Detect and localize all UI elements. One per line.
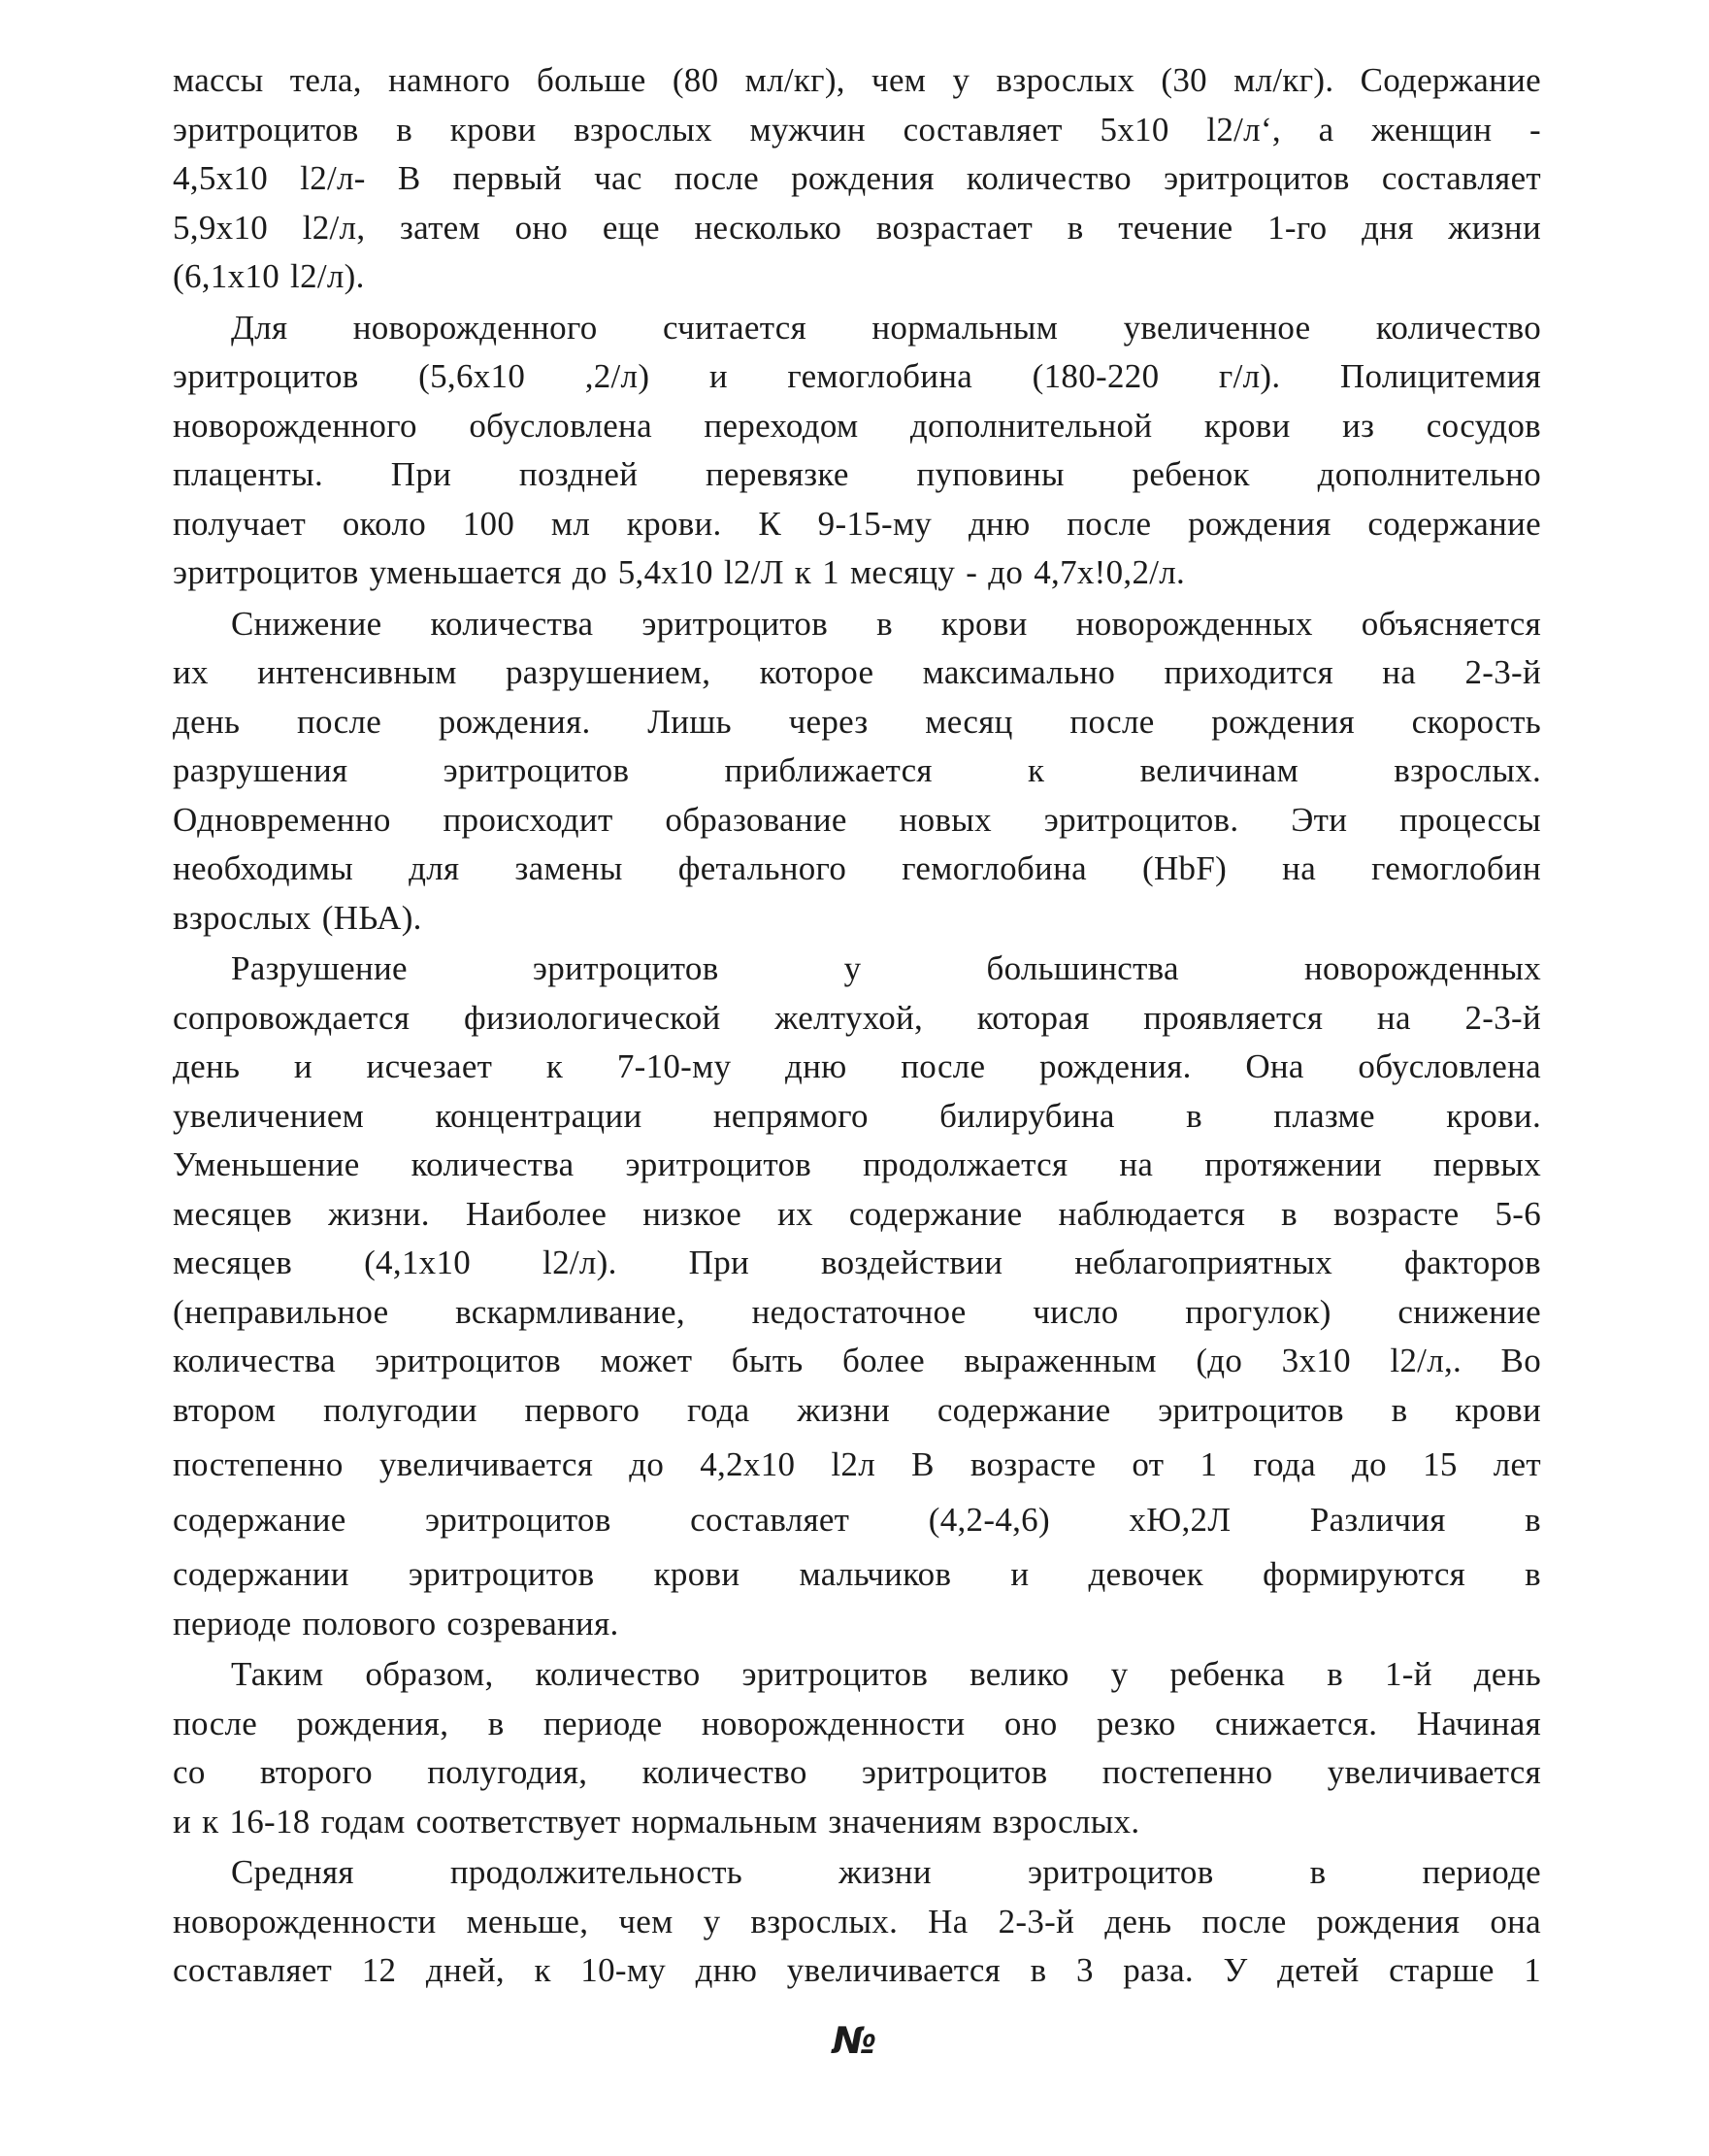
text-line: Одновременно происходит образование новых эритроцитов. Эти процессы xyxy=(173,800,1541,839)
text-line: день и исчезает к 7-10-му дню после рождения. Она обусловлена xyxy=(173,1047,1541,1085)
text-line: Уменьшение количества эритроцитов продолжается на протяжении первых xyxy=(173,1145,1541,1183)
text-line: новорожденного обусловлена переходом дополнительной крови из сосудов xyxy=(173,406,1541,445)
text-line: день после рождения. Лишь через месяц после рождения скорость xyxy=(173,702,1541,741)
text-line: втором полугодии первого года жизни содержание эритроцитов в крови xyxy=(173,1390,1541,1429)
text-line: взрослых (НЬА). xyxy=(173,898,422,937)
text-line: со второго полугодия, количество эритроцитов постепенно увеличивается xyxy=(173,1753,1541,1791)
text-line: Таким образом, количество эритроцитов велико у ребенка в 1-й день xyxy=(231,1655,1541,1693)
text-line: 5,9x10 l2/л, затем оно еще несколько возрастает в течение 1-го дня жизни xyxy=(173,208,1541,247)
text-line: Снижение количества эритроцитов в крови новорожденных объясняется xyxy=(231,604,1541,643)
text-line: месяцев жизни. Наиболее низкое их содержание наблюдается в возрасте 5-6 xyxy=(173,1194,1541,1233)
text-line: массы тела, намного больше (80 мл/кг), чем у взрослых (30 мл/кг). Содержание xyxy=(173,61,1541,99)
text-line: эритроцитов в крови взрослых мужчин составляет 5x10 l2/л‘, а женщин - xyxy=(173,110,1541,149)
text-line: количества эритроцитов может быть более выраженным (до 3x10 l2/л,. Во xyxy=(173,1342,1541,1379)
page-number: № xyxy=(832,2019,877,2062)
text-line: составляет 12 дней, к 10-му дню увеличивается в 3 раза. У детей старше 1 xyxy=(173,1951,1541,1989)
text-line: (6,1x10 l2/л). xyxy=(173,257,365,295)
text-line: постепенно увеличивается до 4,2x10 l2л В возрасте от 1 года до 15 лет xyxy=(173,1445,1541,1483)
text-line: месяцев (4,1x10 l2/л). При воздействии неблагоприятных факторов xyxy=(173,1244,1541,1281)
text-line: (неправильное вскармливание, недостаточное число прогулок) снижение xyxy=(173,1292,1541,1331)
text-line: новорожденности меньше, чем у взрослых. На 2-3-й день после рождения она xyxy=(173,1902,1541,1940)
text-line: 4,5x10 l2/л- В первый час после рождения количество эритроцитов составляет xyxy=(173,159,1541,197)
text-line: разрушения эритроцитов приближается к величинам взрослых. xyxy=(173,751,1541,789)
document-body xyxy=(173,56,1541,1996)
text-line: после рождения, в периоде новорожденности оно резко снижается. Начиная xyxy=(173,1704,1541,1742)
text-line: эритроцитов уменьшается до 5,4x10 l2/Л к 1 месяцу - до 4,7x!0,2/л. xyxy=(173,553,1186,591)
text-line: периоде полового созревания. xyxy=(173,1604,619,1642)
text-line: эритроцитов (5,6x10 ,2/л) и гемоглобина (180-220 г/л). Полицитемия xyxy=(173,357,1541,395)
text-line: увеличением концентрации непрямого билирубина в плазме крови. xyxy=(173,1096,1541,1135)
text-line: плаценты. При поздней перевязке пуповины ребенок дополнительно xyxy=(173,455,1541,493)
text-line: Для новорожденного считается нормальным увеличенное количество xyxy=(231,308,1541,347)
text-line: содержание эритроцитов составляет (4,2-4,6) хЮ,2Л Различия в xyxy=(173,1500,1541,1539)
text-line: Средняя продолжительность жизни эритроцитов в периоде xyxy=(231,1853,1541,1891)
text-line: содержании эритроцитов крови мальчиков и девочек формируются в xyxy=(173,1555,1541,1593)
text-line: получает около 100 мл крови. К 9-15-му дню после рождения содержание xyxy=(173,504,1541,543)
text-line: необходимы для замены фетального гемоглобина (HbF) на гемоглобин xyxy=(173,849,1541,887)
text-line: и к 16-18 годам соответствует нормальным значениям взрослых. xyxy=(173,1802,1140,1841)
text-line: их интенсивным разрушением, которое максимально приходится на 2-3-й xyxy=(173,653,1541,691)
text-line: Разрушение эритроцитов у большинства новорожденных xyxy=(231,949,1541,987)
text-line: сопровождается физиологической желтухой, которая проявляется на 2-3-й xyxy=(173,998,1541,1037)
